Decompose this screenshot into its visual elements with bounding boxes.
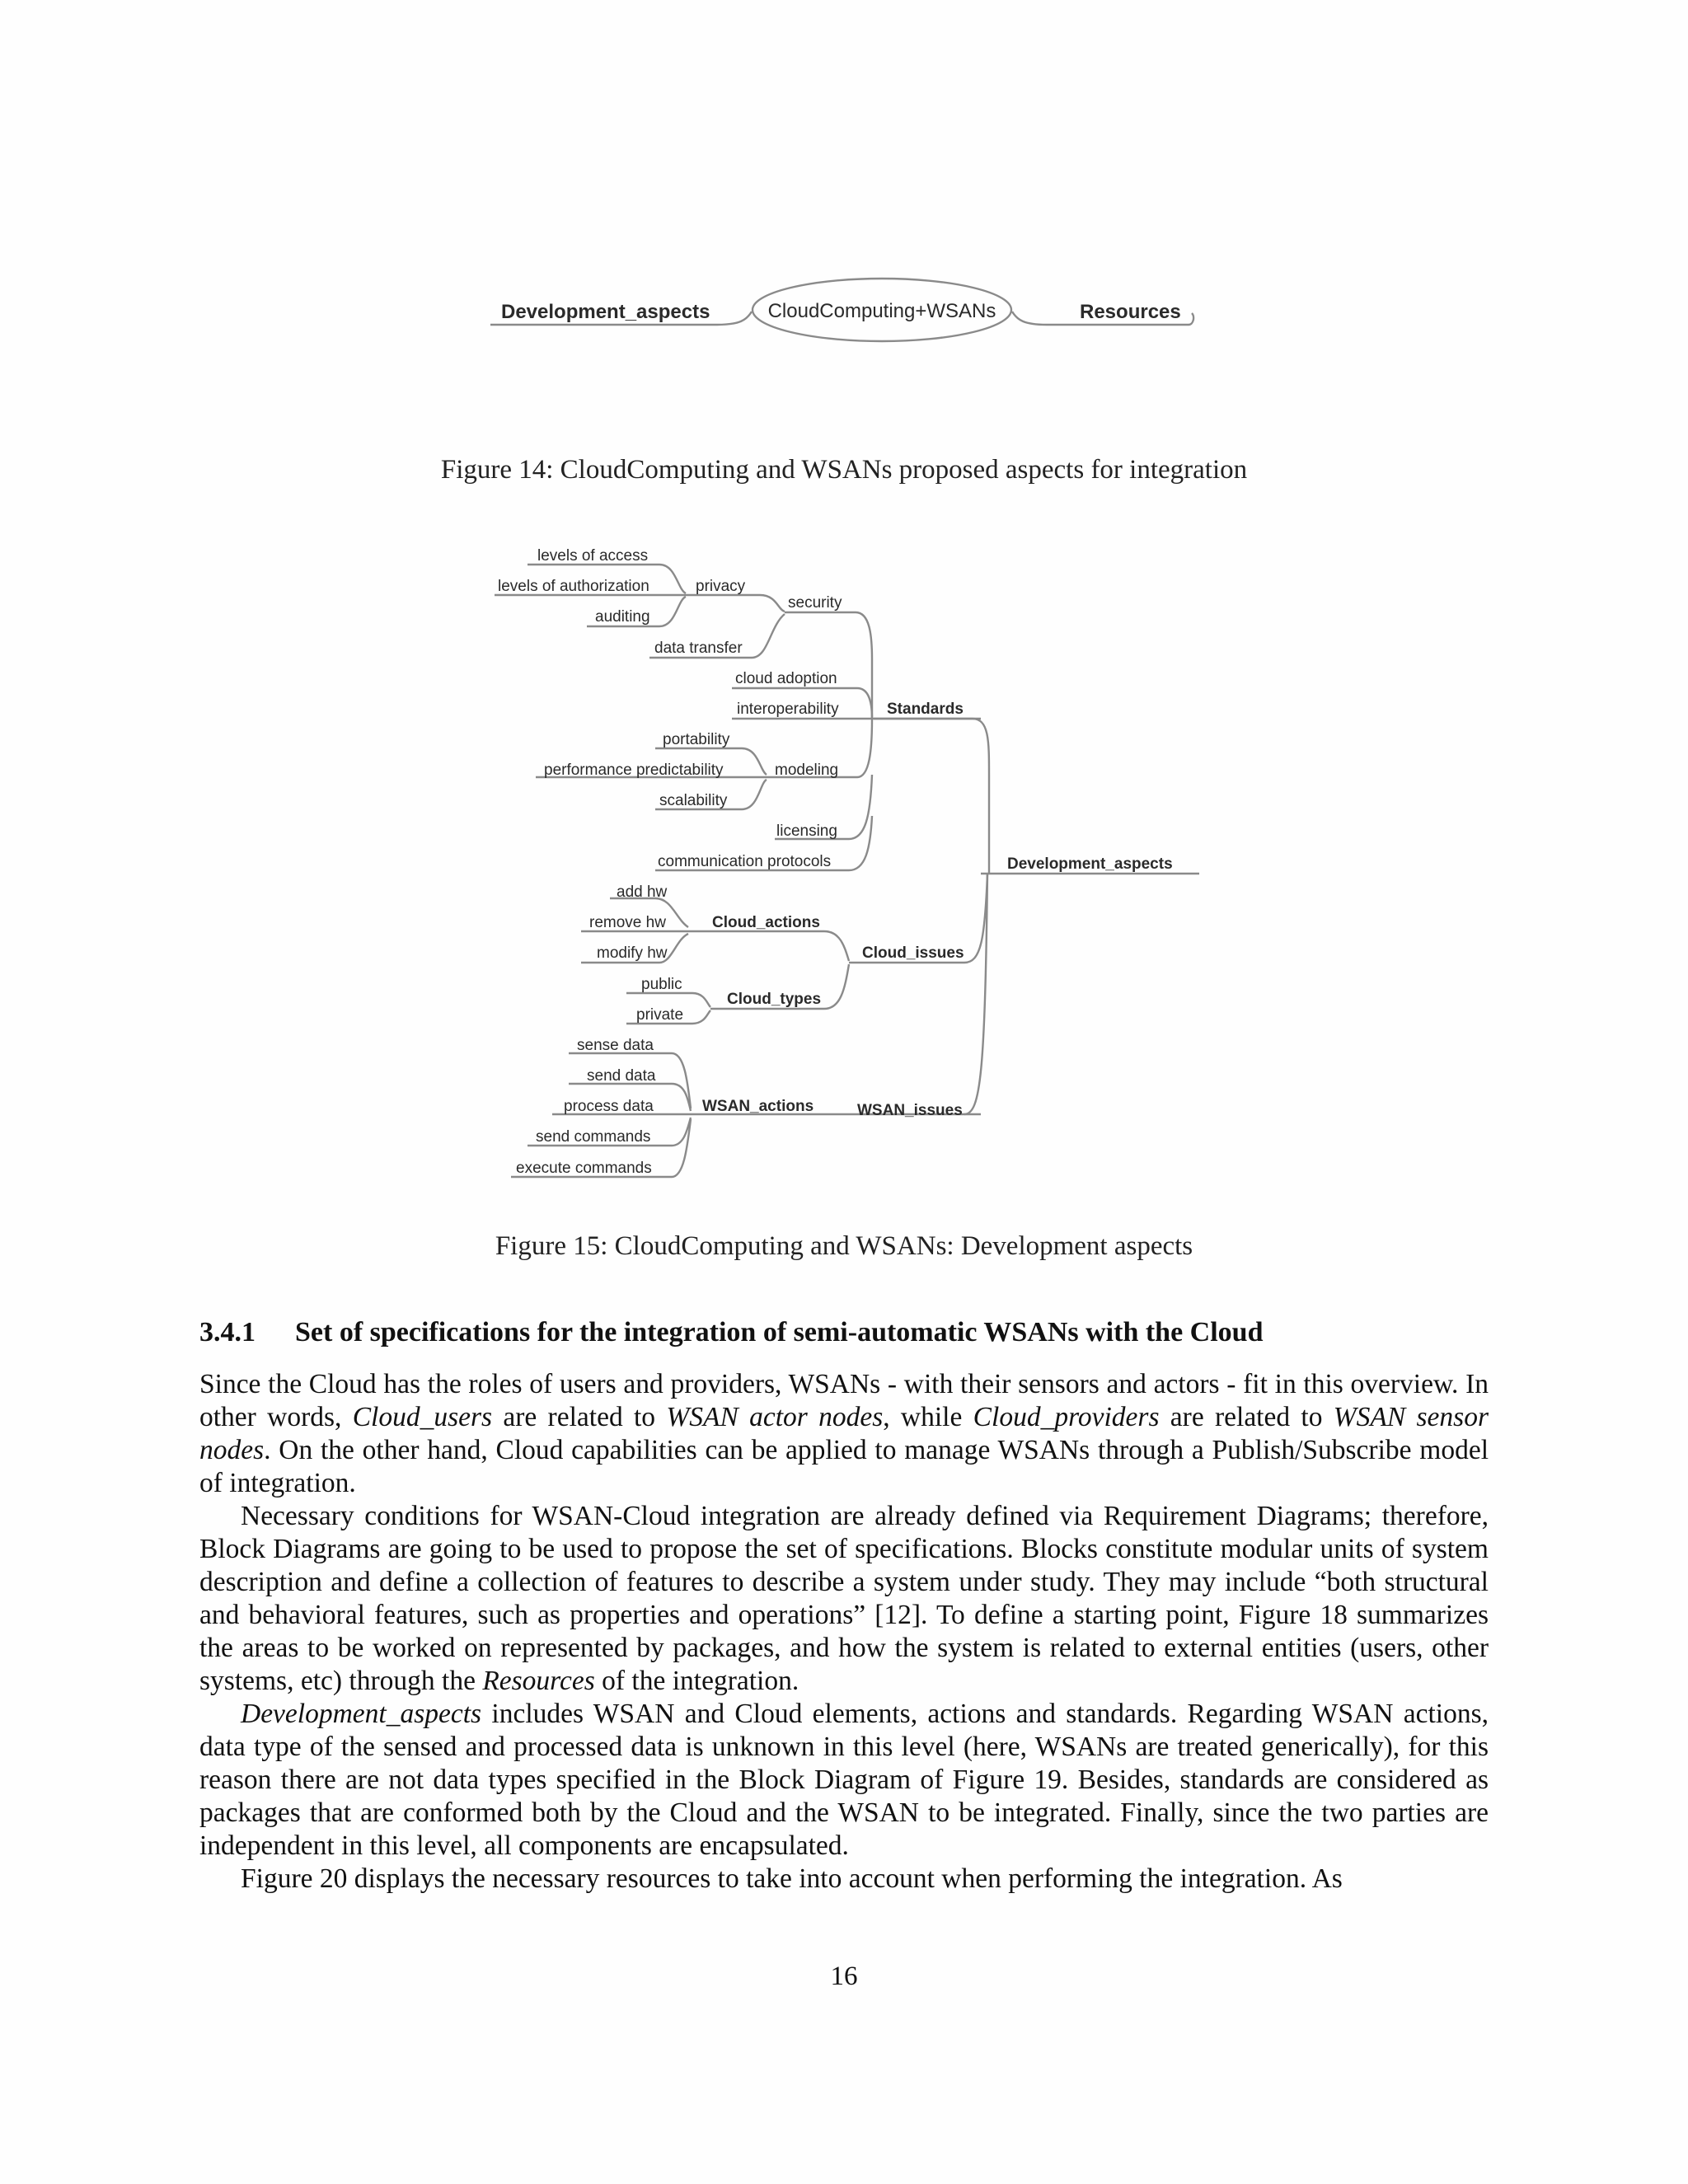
figure-15-caption: Figure 15: CloudComputing and WSANs: Development aspects bbox=[495, 1231, 1193, 1261]
section-title: Set of specifications for the integration of semi-automatic WSANs with the Cloud bbox=[295, 1317, 1264, 1347]
node-remove-hw: remove hw bbox=[589, 914, 666, 931]
node-development-aspects-root: Development_aspects bbox=[1007, 855, 1173, 873]
node-send-commands: send commands bbox=[536, 1128, 651, 1146]
node-security: security bbox=[788, 594, 842, 612]
node-levels-of-access: levels of access bbox=[537, 547, 649, 565]
fig14-center-node: CloudComputing+WSANs bbox=[767, 300, 996, 322]
node-cloud-issues: Cloud_issues bbox=[862, 944, 964, 962]
node-licensing: licensing bbox=[776, 823, 837, 840]
figure-14-caption: Figure 14: CloudComputing and WSANs proposed aspects for integration bbox=[440, 455, 1248, 485]
node-public: public bbox=[641, 976, 682, 993]
node-process-data: process data bbox=[564, 1098, 654, 1115]
paragraph-3: Development_aspects includes WSAN and Cloud elements, actions and standards. Regarding WSAN actions, data type of the sensed and processed data is unknown in this level (here, WSANs are treated generically), for this reason there are not data types specified in the Block Diagram of Figure 19. Besides, standards are considered as packages that are conformed both by the Cloud and the WSAN to be integrated. Finally, since the two parties are independent in this level, all components are encapsulated. bbox=[199, 1699, 1489, 1861]
paragraph-4: Figure 20 displays the necessary resources to take into account when performing the integration. As bbox=[241, 1863, 1343, 1894]
node-communication-protocols: communication protocols bbox=[658, 853, 832, 870]
figure-15-mindmap bbox=[0, 536, 1688, 1195]
paragraph-2: Necessary conditions for WSAN-Cloud integration are already defined via Requirement Diagrams; therefore, Block Diagrams are going to be used to propose the set of specifications. Blocks constitute modular units of system description and define a collection of features to describe a system under study. They may include “both structural and behavioral features, such as properties and operations” [12]. To define a starting point, Figure 18 summarizes the areas to be worked on represented by packages, and how the system is related to external entities (users, other systems, etc) through the Resources of the integration. bbox=[199, 1501, 1489, 1696]
node-wsan-issues: WSAN_issues bbox=[857, 1102, 963, 1119]
section-number: 3.4.1 bbox=[199, 1317, 256, 1347]
node-modeling: modeling bbox=[775, 762, 839, 779]
node-scalability: scalability bbox=[659, 792, 728, 809]
node-auditing: auditing bbox=[595, 608, 650, 626]
node-modify-hw: modify hw bbox=[597, 944, 668, 962]
fig14-development-aspects: Development_aspects bbox=[501, 301, 710, 323]
fig14-resources: Resources bbox=[1080, 301, 1181, 323]
node-send-data: send data bbox=[587, 1067, 656, 1085]
figure-14-mindmap bbox=[478, 272, 1220, 354]
node-levels-of-authorization: levels of authorization bbox=[498, 578, 649, 595]
node-wsan-actions: WSAN_actions bbox=[702, 1098, 814, 1115]
node-privacy: privacy bbox=[696, 578, 746, 595]
section-heading bbox=[199, 1317, 1264, 1348]
page-number: 16 bbox=[830, 1961, 858, 1991]
body-text bbox=[199, 1368, 1489, 1896]
node-sense-data: sense data bbox=[577, 1037, 654, 1054]
node-cloud-adoption: cloud adoption bbox=[735, 670, 837, 687]
node-performance-predictability: performance predictability bbox=[544, 762, 724, 779]
paragraph-1: Since the Cloud has the roles of users and providers, WSANs - with their sensors and actors - fit in this overview. In other words, Cloud_users are related to WSAN actor nodes, while Cloud_providers are related to WSAN sensor nodes. On the other hand, Cloud capabilities can be applied to manage WSANs through a Publish/Subscribe model of integration. bbox=[199, 1369, 1489, 1498]
node-add-hw: add hw bbox=[617, 883, 668, 901]
node-cloud-actions: Cloud_actions bbox=[712, 914, 820, 931]
node-portability: portability bbox=[663, 731, 730, 748]
node-data-transfer: data transfer bbox=[654, 640, 743, 657]
node-private: private bbox=[636, 1006, 684, 1024]
node-interoperability: interoperability bbox=[737, 701, 839, 718]
node-cloud-types: Cloud_types bbox=[727, 991, 822, 1008]
node-execute-commands: execute commands bbox=[516, 1160, 652, 1177]
node-standards: Standards bbox=[887, 701, 964, 718]
